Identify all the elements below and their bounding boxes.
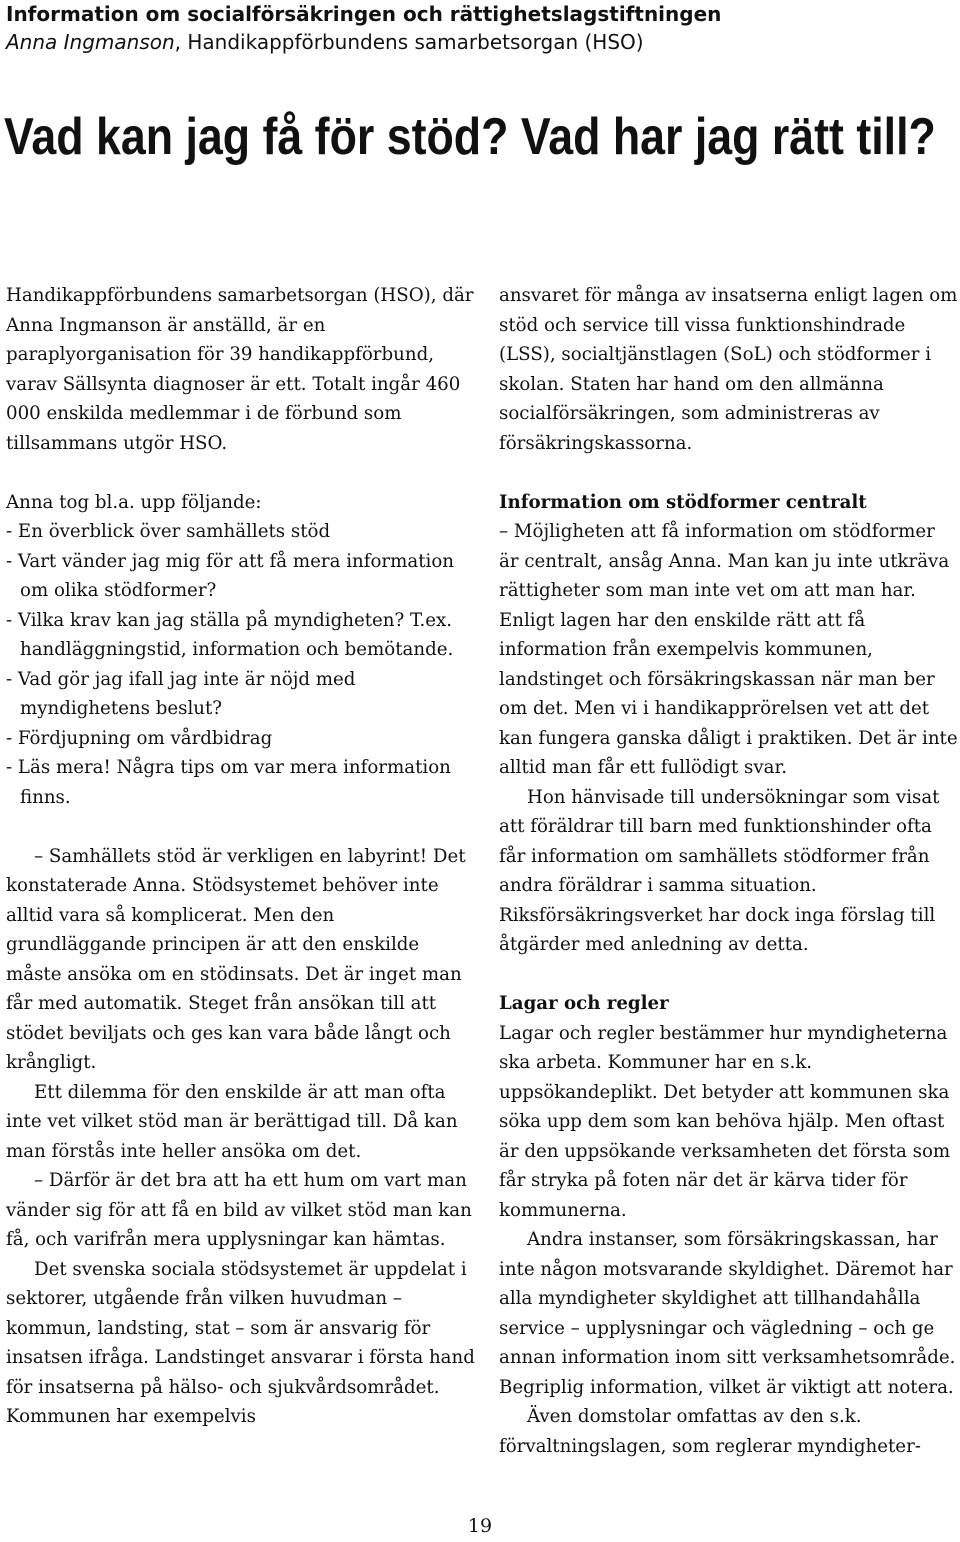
body-paragraph: Lagar och regler bestämmer hur myndigheterna ska arbeta. Kommuner har en s.k. uppsökandeplikt. Det betyder att kommunen ska söka upp dem som kan behöva hjälp. Men oftast är den uppsökande verksamheten det första som får stryka på foten när det är kärva tider för kommunerna. <box>499 1022 951 1221</box>
list-item: - Vilka krav kan jag ställa på myndigheten? T.ex. handläggningstid, information och bemötande. <box>6 609 454 660</box>
list-item: - En överblick över samhällets stöd <box>6 521 331 542</box>
page-title: Vad kan jag få för stöd? Vad har jag rätt till? <box>4 108 936 166</box>
section-heading: Information om stödformer centralt <box>499 491 867 513</box>
section-heading: Lagar och regler <box>499 993 669 1014</box>
series-title: Information om socialförsäkringen och rättighetslagstiftningen <box>6 2 722 26</box>
body-paragraph: Även domstolar omfattas av den s.k. förvaltningslagen, som reglerar myndigheter- <box>499 1406 921 1457</box>
body-paragraph: Andra instanser, som försäkringskassan, har inte någon motsvarande skyldighet. Däremot har alla myndigheter skyldighet att tillhandahålla service – upplysningar och vägledning – och ge annan information inom sitt verksamhetsområde. Begriplig information, vilket är viktigt att notera. <box>499 1229 956 1398</box>
author-name: Anna Ingmanson <box>6 30 175 54</box>
byline <box>6 28 946 56</box>
body-paragraph: Det svenska sociala stödsystemet är uppdelat i sektorer, utgående från vilken huvudman – kommun, landsting, stat – som är ansvarig för insatsen ifråga. Landstinget ansvarar i första hand för insatserna på hälso- och sjukvårdsområdet. Kommunen har exempelvis <box>6 1258 475 1427</box>
article-header <box>6 0 946 56</box>
body-paragraph: – Samhällets stöd är verkligen en labyrint! Det konstaterade Anna. Stödsystemet behöver inte alltid vara så komplicerat. Men den grundläggande principen är att den enskilde måste ansöka om en stödinsats. Det är inget man får med automatik. Steget från ansökan till att stödet beviljats och ges kan vara både långt och krångligt. <box>6 845 466 1073</box>
list-item: - Fördjupning om vårdbidrag <box>6 727 273 749</box>
body-paragraph: Hon hänvisade till undersökningar som visat att föräldrar till barn med funktionshinder ofta får information om samhällets stödformer från andra föräldrar i samma situation. Riksförsäkringsverket har dock inga förslag till åtgärder med anledning av detta. <box>499 786 940 955</box>
list-item: - Läs mera! Några tips om var mera information finns. <box>6 757 451 808</box>
left-column <box>6 281 476 1432</box>
body-paragraph: ansvaret för många av insatserna enligt lagen om stöd och service till vissa funktionshindrade (LSS), socialtjänstlagen (SoL) och stödformer i skolan. Staten har hand om den allmänna socialförsäkringen, som administreras av försäkringskassorna. <box>499 285 958 454</box>
body-paragraph: – Möjligheten att få information om stödformer är centralt, ansåg Anna. Man kan ju inte utkräva rättigheter som man inte vet om att man har. Enligt lagen har den enskilde rätt att få information från exempelvis kommunen, landstinget och försäkringskassan när man ber om det. Men vi i handikapprörelsen vet att det kan fungera ganska dåligt i praktiken. Det är inte alltid man får ett fullödigt svar. <box>499 521 958 778</box>
body-paragraph: – Därför är det bra att ha ett hum om vart man vänder sig för att få en bild av vilket stöd man kan få, och varifrån mera upplysningar kan hämtas. <box>6 1170 472 1250</box>
right-column <box>499 281 959 1461</box>
body-paragraph: Ett dilemma för den enskilde är att man ofta inte vet vilket stöd man är berättigad till. Då kan man förstås inte heller ansöka om det. <box>6 1081 458 1162</box>
list-intro: Anna tog bl.a. upp följande: <box>6 491 262 513</box>
list-item: - Vad gör jag ifall jag inte är nöjd med myndighetens beslut? <box>6 668 356 719</box>
author-organization: , Handikappförbundens samarbetsorgan (HSO) <box>174 30 644 54</box>
list-item: - Vart vänder jag mig för att få mera information om olika stödformer? <box>6 550 454 601</box>
page-number: 19 <box>467 1515 493 1537</box>
intro-paragraph: Handikappförbundens samarbetsorgan (HSO), där Anna Ingmanson är anställd, är en paraplyorganisation för 39 handikappförbund, varav Sällsynta diagnoser är ett. Totalt ingår 460 000 enskilda medlemmar i de förbund som tillsammans utgör HSO. <box>6 285 474 454</box>
